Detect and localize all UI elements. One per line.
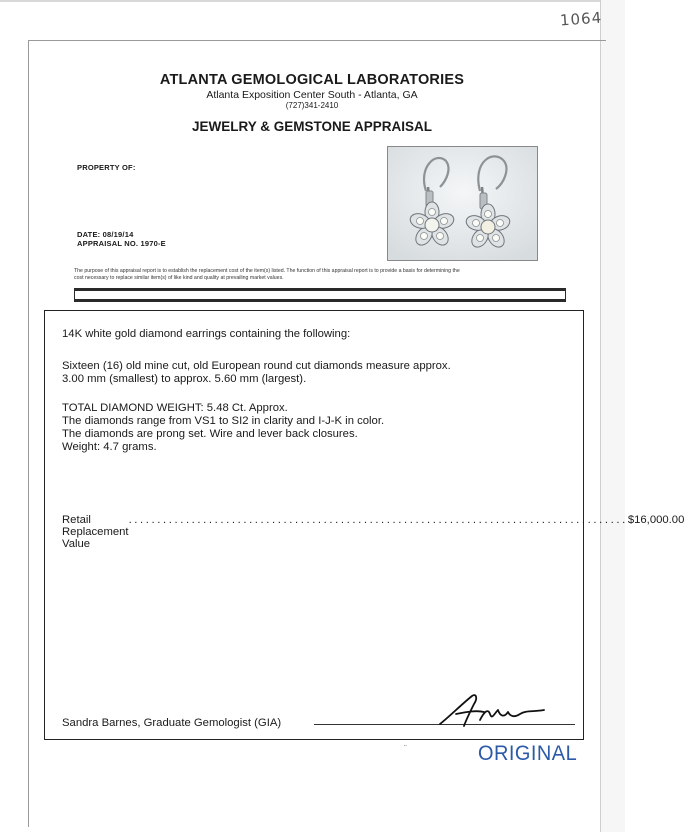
original-stamp: ORIGINAL [478,742,578,765]
handwritten-signature [436,690,556,732]
divider-band [74,288,566,302]
property-of-label: PROPERTY OF: [77,163,136,172]
description-line: 3.00 mm (smallest) to approx. 5.60 mm (largest). [62,373,307,385]
purpose-statement [74,268,564,282]
retail-value-label: Retail Replacement Value [62,514,129,550]
dot-leader: ....................................................................................... [128,514,628,526]
date-label: DATE: 08/19/14 [77,230,134,239]
company-name: ATLANTA GEMOLOGICAL LABORATORIES [159,72,465,88]
earrings-photo [387,146,538,261]
appraisal-number: APPRAISAL NO. 1970-E [77,239,166,248]
purpose-line-1: The purpose of this appraisal report is to establish the replacement cost of the item(s) listed. The function of this appraisal report is to provide a basis for determining the [74,268,460,274]
total-weight-line: TOTAL DIAMOND WEIGHT: 5.48 Ct. Approx. [62,402,288,414]
description-paragraph-1 [62,360,451,386]
handwritten-number: 1064 [559,8,603,30]
earrings-illustration [388,147,537,260]
description-paragraph-2 [62,402,384,454]
description-line: The diamonds are prong set. Wire and lever back closures. [62,428,358,440]
retail-value-amount: $16,000.00 [627,514,684,526]
description-line: Weight: 4.7 grams. [62,441,157,453]
paper-edge [0,0,624,2]
description-intro: 14K white gold diamond earrings containing the following: [62,328,351,340]
description-line: Sixteen (16) old mine cut, old European round cut diamonds measure approx. [62,360,451,372]
company-address: Atlanta Exposition Center South - Atlanta, GA [206,89,418,101]
purpose-line-2: cost necessary to replace similar item(s) of like kind and quality at prevailing market values. [74,275,284,281]
company-phone: (727)341-2410 [285,101,339,110]
ink-mark: ¨ [404,744,407,753]
description-line: The diamonds range from VS1 to SI2 in clarity and I-J-K in color. [62,415,385,427]
document-title: JEWELRY & GEMSTONE APPRAISAL [191,119,433,134]
retail-value-line [62,514,684,550]
appraiser-name: Sandra Barnes, Graduate Gemologist (GIA) [62,717,282,729]
